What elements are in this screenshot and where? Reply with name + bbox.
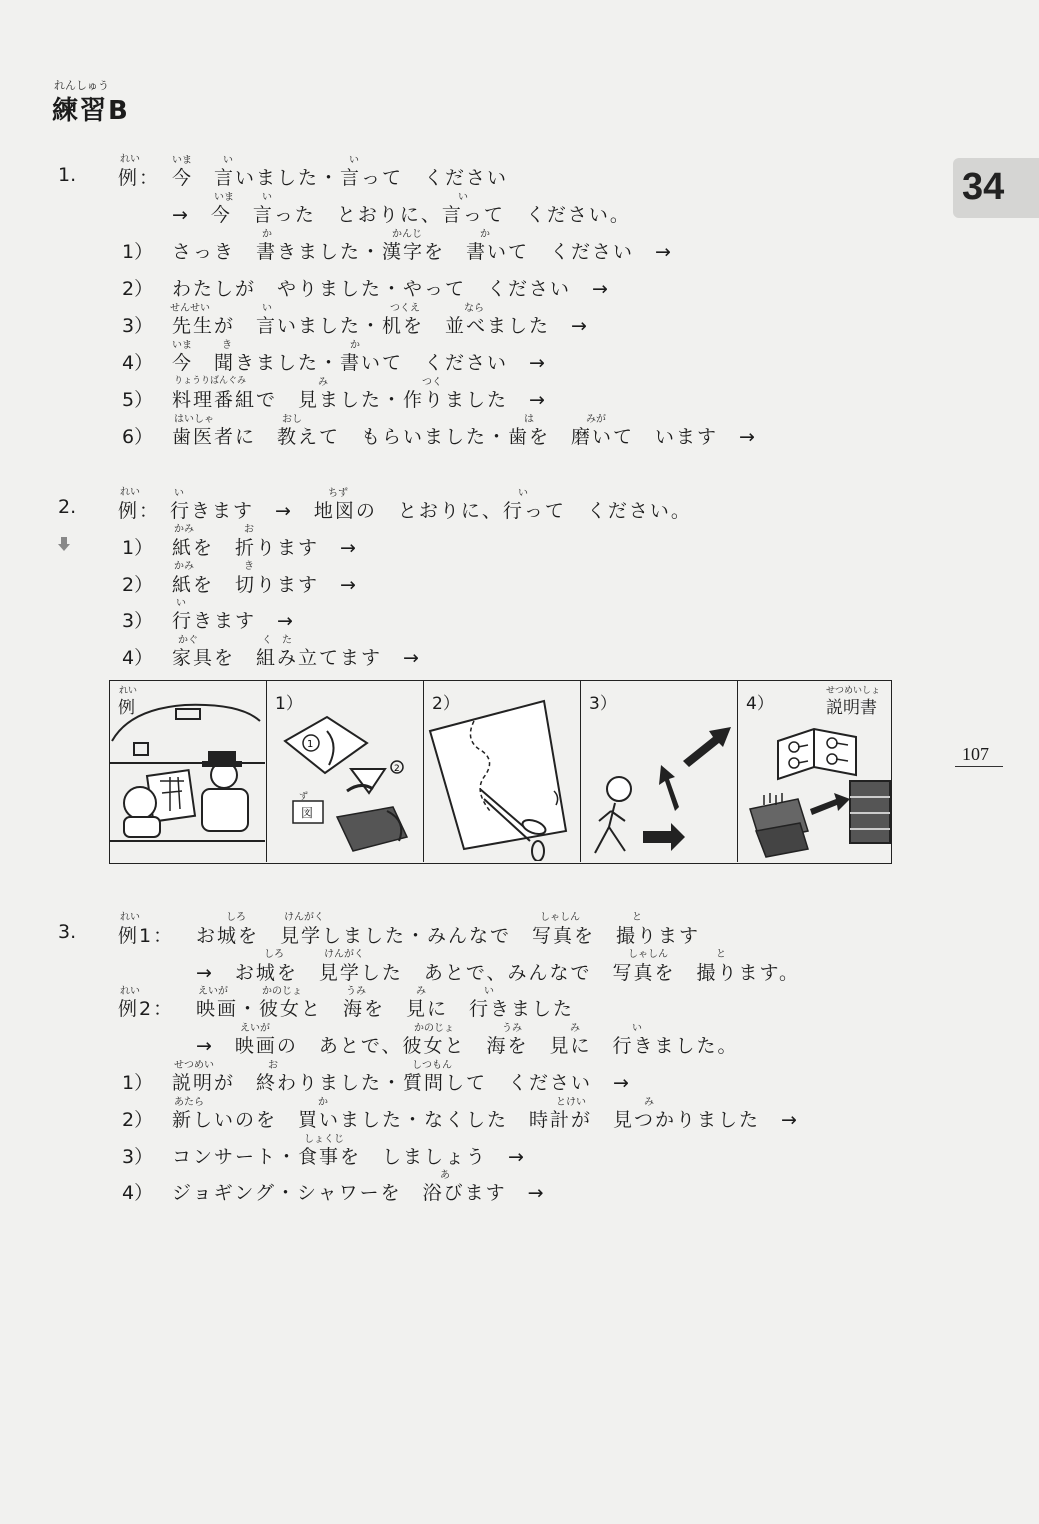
section3-ex1-question: お城を 見学しました・みんなで 写真を 撮ります	[196, 925, 701, 947]
ruby: せつめいしょ	[826, 686, 881, 696]
ruby: ちず	[328, 488, 348, 499]
ruby: しゃしん	[540, 912, 580, 923]
ruby: かみ	[174, 561, 194, 572]
picture-example	[110, 681, 267, 862]
ruby: お	[268, 1060, 278, 1071]
list-item: 家具を 組み立てます →	[172, 647, 421, 669]
ruby: かのじょ	[262, 986, 302, 997]
ruby: い	[518, 488, 528, 499]
picture-label: 例	[118, 698, 135, 718]
list-item: 説明が 終わりました・質問して ください →	[172, 1072, 631, 1094]
ruby: しゃしん	[628, 949, 668, 960]
ruby: けんがく	[284, 912, 324, 923]
section2-number: 2.	[58, 496, 77, 518]
section1-ex-label: 例：	[118, 167, 161, 189]
ruby: き	[244, 561, 254, 572]
walking-route-illustration	[581, 681, 736, 861]
ruby: いま	[172, 155, 192, 166]
ruby: いま	[172, 340, 192, 351]
ruby: かんじ	[392, 229, 422, 240]
picture-label: 1）	[275, 694, 303, 714]
ruby: みが	[586, 414, 606, 425]
list-item-number: 2）	[122, 1109, 154, 1131]
ruby: いま	[214, 192, 234, 203]
list-item: 紙を 折ります →	[172, 537, 358, 559]
ruby: と	[632, 912, 642, 923]
list-item-number: 1）	[122, 1072, 154, 1094]
list-item-number: 5）	[122, 389, 154, 411]
ruby: い	[458, 192, 468, 203]
ruby: せつめい	[174, 1060, 214, 1071]
ruby: み	[644, 1097, 654, 1108]
ruby: み	[416, 986, 426, 997]
ruby: い	[484, 986, 494, 997]
ruby: か	[318, 1097, 328, 1108]
ruby: か	[480, 229, 490, 240]
ruby: ず	[299, 792, 309, 802]
ruby: うみ	[502, 1023, 522, 1034]
ruby: れい	[119, 686, 138, 696]
picture-label: 3）	[589, 694, 617, 714]
ruby: おし	[282, 414, 302, 425]
cutting-paper-illustration	[424, 681, 579, 861]
section3-ex2-ruby: れい	[120, 986, 140, 997]
page-number: 107	[962, 744, 989, 764]
map-label: 図	[301, 806, 314, 820]
manual-label: 説明書	[826, 698, 877, 718]
list-item-number: 6）	[122, 426, 154, 448]
list-item-number: 3）	[122, 1146, 154, 1168]
section3-ex1-answer: → お城を 見学した あとで、みんなで 写真を 撮ります。	[196, 962, 801, 984]
list-item: 歯医者に 教えて もらいました・歯を 磨いて います →	[172, 426, 757, 448]
folding-paper-illustration	[267, 681, 422, 861]
section3-ex2-label: 例2：	[118, 998, 175, 1020]
section1-number: 1.	[58, 164, 77, 186]
section3-ex2-answer: → 映画の あとで、彼女と 海を 見に 行きました。	[196, 1035, 739, 1057]
list-item: 料理番組で 見ました・作りました →	[172, 389, 547, 411]
picture-strip	[109, 680, 892, 864]
picture-3	[581, 681, 738, 862]
ruby: あ	[440, 1170, 450, 1181]
list-item: 新しいのを 買いました・なくした 時計が 見つかりました →	[172, 1109, 799, 1131]
list-item-number: 3）	[122, 610, 154, 632]
list-item: ジョギング・シャワーを 浴びます →	[172, 1182, 546, 1204]
list-item: コンサート・食事を しましょう →	[172, 1146, 526, 1168]
ruby: く た	[262, 635, 292, 646]
ruby: み	[570, 1023, 580, 1034]
list-item: 行きます →	[172, 610, 295, 632]
section3-ex1-ruby: れい	[120, 912, 140, 923]
ruby: き	[222, 340, 232, 351]
assembling-furniture-illustration	[738, 681, 892, 861]
ruby: えいが	[198, 986, 228, 997]
list-item-number: 2）	[122, 278, 154, 300]
ruby: しろ	[264, 949, 284, 960]
list-item-number: 4）	[122, 647, 154, 669]
ruby: えいが	[240, 1023, 270, 1034]
ruby: い	[223, 155, 233, 166]
ruby: しょくじ	[304, 1134, 344, 1145]
ruby: とけい	[556, 1097, 586, 1108]
picture-2	[424, 681, 581, 862]
ruby: お	[244, 524, 254, 535]
section2-ex-ruby: れい	[120, 487, 140, 498]
picture-label: 4）	[746, 694, 774, 714]
ruby: かみ	[174, 524, 194, 535]
down-arrow-icon	[58, 537, 70, 551]
ruby: あたら	[174, 1097, 204, 1108]
list-item-number: 1）	[122, 241, 154, 263]
page-title: 練習B	[52, 96, 130, 126]
section1-ex-ruby: れい	[120, 154, 140, 165]
ruby: と	[716, 949, 726, 960]
ruby: か	[350, 340, 360, 351]
list-item-number: 4）	[122, 1182, 154, 1204]
list-item: さっき 書きました・漢字を 書いて ください →	[172, 241, 673, 263]
section1-ex-question: 今 言いました・言って ください	[172, 167, 509, 189]
ruby: い	[632, 1023, 642, 1034]
section3-ex2-question: 映画・彼女と 海を 見に 行きました	[196, 998, 575, 1020]
list-item: 紙を 切ります →	[172, 574, 358, 596]
section2-ex-label: 例：	[118, 500, 161, 522]
ruby: い	[176, 598, 186, 609]
ruby: せんせい	[170, 303, 210, 314]
ruby: しろ	[226, 912, 246, 923]
ruby: い	[349, 155, 359, 166]
picture-label: 2）	[432, 694, 460, 714]
chapter-number: 34	[962, 166, 1005, 208]
ruby: はいしゃ	[174, 414, 214, 425]
list-item: わたしが やりました・やって ください →	[172, 278, 610, 300]
section3-number: 3.	[58, 921, 77, 943]
ruby: かのじょ	[414, 1023, 454, 1034]
ruby: なら	[464, 303, 484, 314]
ruby: か	[262, 229, 272, 240]
ruby: けんがく	[324, 949, 364, 960]
title-ruby: れんしゅう	[54, 79, 109, 92]
ruby: つく	[422, 377, 442, 388]
picture-4	[738, 681, 892, 862]
car-map-illustration	[110, 681, 265, 861]
ruby: しつもん	[412, 1060, 452, 1071]
list-item: 先生が 言いました・机を 並べました →	[172, 315, 589, 337]
ruby: は	[524, 414, 534, 425]
ruby: つくえ	[390, 303, 420, 314]
list-item: 今 聞きました・書いて ください →	[172, 352, 547, 374]
ruby: りょうりばんぐみ	[174, 376, 247, 386]
ruby: うみ	[346, 986, 366, 997]
list-item-number: 4）	[122, 352, 154, 374]
ruby: かぐ	[178, 635, 198, 646]
section1-ex-answer: → 今 言った とおりに、言って ください。	[172, 204, 631, 226]
ruby: み	[318, 377, 328, 388]
list-item-number: 1）	[122, 537, 154, 559]
list-item-number: 2）	[122, 574, 154, 596]
section2-ex-text: 行きます → 地図の とおりに、行って ください。	[170, 500, 692, 522]
ruby: い	[262, 192, 272, 203]
picture-1	[267, 681, 424, 862]
ruby: い	[262, 303, 272, 314]
section3-ex1-label: 例1：	[118, 925, 175, 947]
svg-text:2: 2	[394, 764, 400, 774]
svg-text:1: 1	[307, 739, 314, 750]
page-number-rule	[955, 766, 1003, 767]
ruby: い	[174, 488, 184, 499]
list-item-number: 3）	[122, 315, 154, 337]
